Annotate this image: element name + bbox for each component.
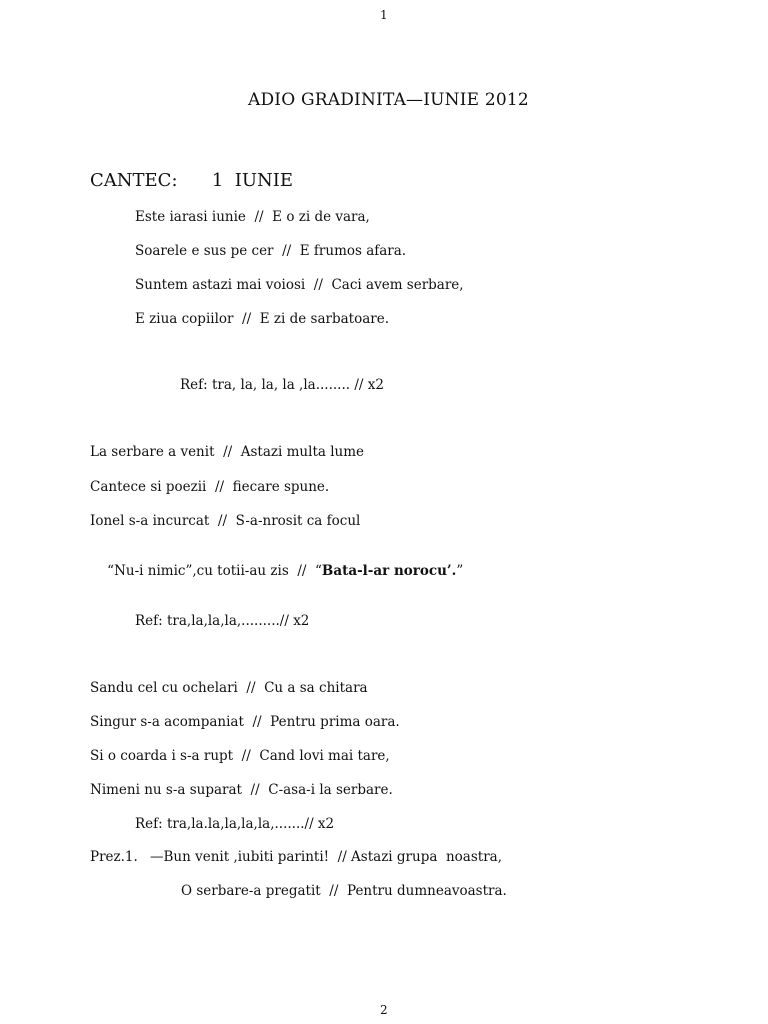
page-number-bottom: 2: [380, 1003, 388, 1017]
refrain-line: Ref: tra,la.la,la,la,la,.......// x2: [135, 816, 335, 832]
presenter-line: O serbare-a pregatit // Pentru dumneavoastra.: [181, 883, 507, 899]
verse-line: Singur s-a acompaniat // Pentru prima oara.: [90, 714, 400, 730]
presenter-line: —Bun venit ,iubiti parinti! // Astazi grupa noastra,: [150, 849, 502, 865]
verse-line-end-quote: ”: [456, 563, 464, 579]
page-number-top: 1: [380, 8, 388, 22]
verse-line: Cantece si poezii // fiecare spune.: [90, 479, 330, 495]
verse-line: Nimeni nu s-a suparat // C-asa-i la serbare.: [90, 782, 393, 798]
song-heading: CANTEC: 1 IUNIE: [90, 170, 294, 191]
verse-line: Suntem astazi mai voiosi // Caci avem serbare,: [135, 277, 464, 293]
refrain-line: Ref: tra, la, la, la ,la........ // x2: [180, 377, 384, 393]
verse-line: Ionel s-a incurcat // S-a-nrosit ca focul: [90, 513, 361, 529]
verse-line-text: “Nu-i nimic”,cu totii-au zis // “: [107, 563, 322, 579]
refrain-line: Ref: tra,la,la,la,.........// x2: [135, 613, 310, 629]
document-title: ADIO GRADINITA—IUNIE 2012: [248, 90, 529, 110]
verse-line: E ziua copiilor // E zi de sarbatoare.: [135, 311, 389, 327]
verse-line: Soarele e sus pe cer // E frumos afara.: [135, 243, 407, 259]
verse-line: [90, 547, 463, 595]
verse-line-bold-text: Bata-l-ar norocu’.: [321, 563, 457, 579]
verse-line: Sandu cel cu ochelari // Cu a sa chitara: [90, 680, 368, 696]
verse-line: Este iarasi iunie // E o zi de vara,: [135, 209, 370, 225]
presenter-label: Prez.1.: [90, 849, 138, 865]
verse-line: La serbare a venit // Astazi multa lume: [90, 444, 365, 460]
verse-line: Si o coarda i s-a rupt // Cand lovi mai tare,: [90, 748, 390, 764]
